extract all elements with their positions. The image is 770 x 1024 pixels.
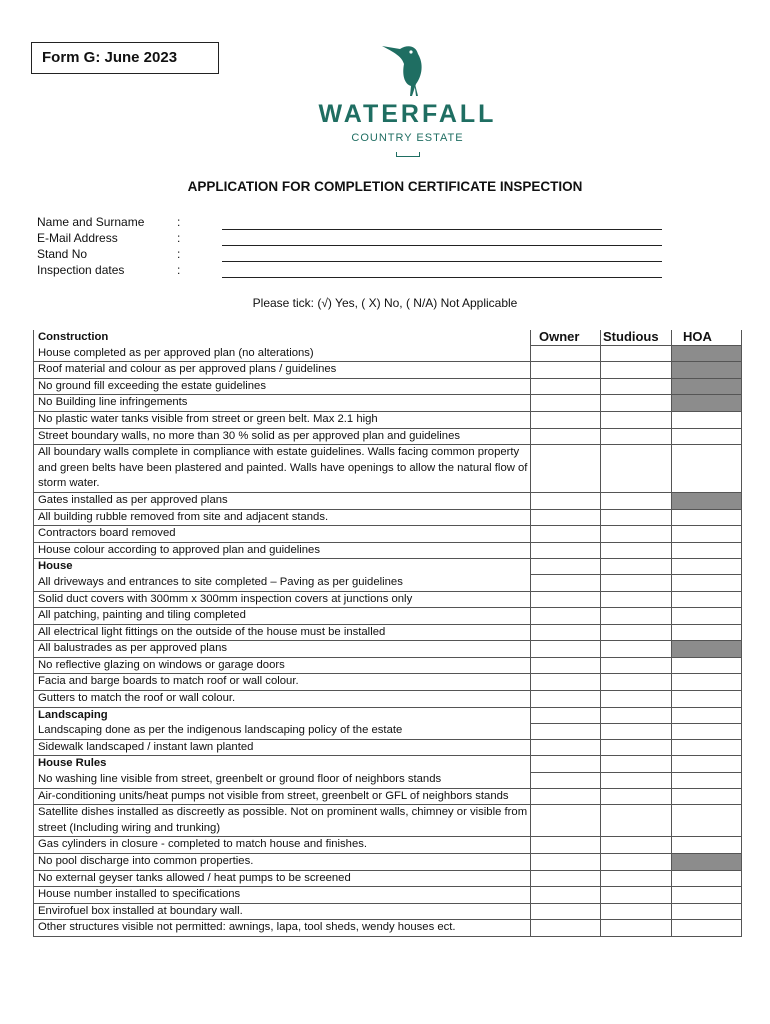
studious-tick-box[interactable] [601,788,672,805]
section-spacer [672,330,742,346]
hoa-shaded-box [672,378,742,395]
checklist-row [34,691,742,708]
checklist-row [34,542,742,559]
checklist-item-text: Sidewalk landscaped / instant lawn planted [34,739,531,756]
field-colon: : [177,263,181,277]
studious-tick-box[interactable] [601,920,672,937]
kingfisher-bird-icon [378,40,438,98]
section-spacer [672,559,742,575]
studious-tick-box[interactable] [601,362,672,379]
owner-tick-box[interactable] [531,870,601,887]
checklist-item-text: No pool discharge into common properties. [34,854,531,871]
section-title: Landscaping [34,707,531,723]
section-spacer [531,559,601,575]
owner-tick-box[interactable] [531,346,601,362]
checklist-row [34,362,742,379]
checklist-item-text: No washing line visible from street, greenbelt or ground floor of neighbors stands [34,772,531,788]
page-title: APPLICATION FOR COMPLETION CERTIFICATE INSPECTION [187,179,583,194]
checklist-row [34,723,742,739]
hoa-tick-box[interactable] [672,526,742,543]
studious-tick-box[interactable] [601,723,672,739]
checklist-row [34,411,742,428]
section-spacer [672,756,742,772]
studious-tick-box[interactable] [601,691,672,708]
checklist-item-text: Satellite dishes installed as discreetly as possible. Not on prominent walls, chimney or visible from street (Including wiring and trunking) [34,805,531,837]
checklist-item-text: House completed as per approved plan (no alterations) [34,346,531,362]
logo-sub-text: COUNTRY ESTATE [351,132,464,144]
checklist-item-text: No Building line infringements [34,395,531,412]
owner-tick-box[interactable] [531,674,601,691]
checklist-row [34,657,742,674]
checklist-row [34,378,742,395]
checklist-item-text: All driveways and entrances to site completed – Paving as per guidelines [34,575,531,591]
column-header-hoa: HOA [683,329,712,344]
hoa-tick-box[interactable] [672,674,742,691]
studious-tick-box[interactable] [601,657,672,674]
owner-tick-box[interactable] [531,772,601,788]
section-spacer [601,707,672,723]
owner-tick-box[interactable] [531,837,601,854]
hoa-tick-box[interactable] [672,805,742,837]
checklist-item-text: Contractors board removed [34,526,531,543]
estate-logo [310,40,505,160]
section-spacer [601,756,672,772]
owner-tick-box[interactable] [531,805,601,837]
checklist-row [34,674,742,691]
column-header-owner: Owner [539,329,580,344]
owner-tick-box[interactable] [531,657,601,674]
owner-tick-box[interactable] [531,723,601,739]
checklist-item-text: Other structures visible not permitted: awnings, lapa, tool sheds, wendy houses ect. [34,920,531,937]
hoa-shaded-box [672,492,742,509]
studious-tick-box[interactable] [601,395,672,412]
section-spacer [531,330,601,346]
checklist-row [34,624,742,641]
checklist-item-text: Air-conditioning units/heat pumps not visible from street, greenbelt or GFL of neighbors stands [34,788,531,805]
studious-tick-box[interactable] [601,854,672,871]
section-spacer [601,330,672,346]
checklist-item-text: All building rubble removed from site and adjacent stands. [34,509,531,526]
studious-tick-box[interactable] [601,805,672,837]
section-header-row [34,330,742,346]
hoa-tick-box[interactable] [672,657,742,674]
checklist-item-text: Envirofuel box installed at boundary wall. [34,903,531,920]
section-spacer [601,559,672,575]
studious-tick-box[interactable] [601,492,672,509]
field-colon: : [177,215,181,229]
hoa-tick-box[interactable] [672,870,742,887]
hoa-tick-box[interactable] [672,788,742,805]
owner-tick-box[interactable] [531,739,601,756]
checklist-row [34,509,742,526]
checklist-row [34,903,742,920]
field-label-name: Name and Surname [37,215,145,229]
checklist-item-text: All electrical light fittings on the outside of the house must be installed [34,624,531,641]
logo-bracket-mark [396,152,420,157]
field-label-stand: Stand No [37,247,88,261]
checklist-row [34,772,742,788]
field-colon: : [177,247,181,261]
column-header-studious: Studious [603,329,659,344]
section-header-row [34,559,742,575]
hoa-shaded-box [672,854,742,871]
studious-tick-box[interactable] [601,624,672,641]
owner-tick-box[interactable] [531,526,601,543]
owner-tick-box[interactable] [531,445,601,493]
tick-instructions: Please tick: (√) Yes, ( X) No, ( N/A) Not Applicable [252,296,518,310]
hoa-tick-box[interactable] [672,445,742,493]
studious-tick-box[interactable] [601,608,672,625]
checklist-item-text: All boundary walls complete in compliance with estate guidelines. Walls facing common property and green belts have been plastered and painted. Walls have openings to allow the natural flow of storm water. [34,445,531,493]
inspection-checklist-table [33,330,742,937]
owner-tick-box[interactable] [531,492,601,509]
hoa-shaded-box [672,362,742,379]
owner-tick-box[interactable] [531,395,601,412]
logo-brand-text: WATERFALL [318,100,497,128]
owner-tick-box[interactable] [531,854,601,871]
studious-tick-box[interactable] [601,542,672,559]
owner-tick-box[interactable] [531,788,601,805]
studious-tick-box[interactable] [601,641,672,658]
studious-tick-box[interactable] [601,591,672,608]
studious-tick-box[interactable] [601,445,672,493]
hoa-tick-box[interactable] [672,739,742,756]
hoa-tick-box[interactable] [672,624,742,641]
hoa-tick-box[interactable] [672,411,742,428]
hoa-tick-box[interactable] [672,575,742,591]
field-label-dates: Inspection dates [37,263,125,277]
checklist-item-text: No plastic water tanks visible from street or green belt. Max 2.1 high [34,411,531,428]
studious-tick-box[interactable] [601,378,672,395]
checklist-row [34,788,742,805]
studious-tick-box[interactable] [601,674,672,691]
hoa-shaded-box [672,395,742,412]
hoa-tick-box[interactable] [672,920,742,937]
hoa-tick-box[interactable] [672,887,742,904]
checklist-item-text: All balustrades as per approved plans [34,641,531,658]
owner-tick-box[interactable] [531,542,601,559]
checklist-row [34,854,742,871]
owner-tick-box[interactable] [531,411,601,428]
checklist-item-text: House number installed to specifications [34,887,531,904]
studious-tick-box[interactable] [601,903,672,920]
studious-tick-box[interactable] [601,575,672,591]
checklist-row [34,591,742,608]
checklist-row [34,428,742,445]
checklist-row [34,526,742,543]
section-spacer [531,707,601,723]
checklist-item-text: All patching, painting and tiling completed [34,608,531,625]
hoa-tick-box[interactable] [672,903,742,920]
checklist-item-text: No external geyser tanks allowed / heat pumps to be screened [34,870,531,887]
checklist-item-text: Facia and barge boards to match roof or wall colour. [34,674,531,691]
checklist-item-text: Landscaping done as per the indigenous landscaping policy of the estate [34,723,531,739]
hoa-tick-box[interactable] [672,772,742,788]
owner-tick-box[interactable] [531,428,601,445]
studious-tick-box[interactable] [601,772,672,788]
inspection-dates-input-line[interactable] [222,264,662,278]
checklist-item-text: No ground fill exceeding the estate guidelines [34,378,531,395]
checklist-row [34,608,742,625]
owner-tick-box[interactable] [531,378,601,395]
stand-no-input-line[interactable] [222,248,662,262]
studious-tick-box[interactable] [601,411,672,428]
studious-tick-box[interactable] [601,837,672,854]
owner-tick-box[interactable] [531,887,601,904]
checklist-item-text: Gutters to match the roof or wall colour. [34,691,531,708]
owner-tick-box[interactable] [531,362,601,379]
checklist-item-text: No reflective glazing on windows or garage doors [34,657,531,674]
studious-tick-box[interactable] [601,346,672,362]
checklist-row [34,920,742,937]
checklist-item-text: House colour according to approved plan and guidelines [34,542,531,559]
studious-tick-box[interactable] [601,887,672,904]
owner-tick-box[interactable] [531,903,601,920]
email-input-line[interactable] [222,232,662,246]
hoa-shaded-box [672,346,742,362]
checklist-row [34,346,742,362]
checklist-item-text: Gates installed as per approved plans [34,492,531,509]
hoa-tick-box[interactable] [672,509,742,526]
hoa-tick-box[interactable] [672,591,742,608]
checklist-item-text: Gas cylinders in closure - completed to match house and finishes. [34,837,531,854]
studious-tick-box[interactable] [601,739,672,756]
hoa-tick-box[interactable] [672,428,742,445]
section-spacer [672,707,742,723]
hoa-shaded-box [672,641,742,658]
field-label-email: E-Mail Address [37,231,118,245]
owner-tick-box[interactable] [531,920,601,937]
checklist-row [34,870,742,887]
hoa-tick-box[interactable] [672,542,742,559]
owner-tick-box[interactable] [531,509,601,526]
checklist-row [34,575,742,591]
checklist-row [34,492,742,509]
section-header-row [34,707,742,723]
section-header-row [34,756,742,772]
checklist-row [34,641,742,658]
checklist-row [34,837,742,854]
checklist-item-text: Street boundary walls, no more than 30 % solid as per approved plan and guidelines [34,428,531,445]
section-spacer [531,756,601,772]
studious-tick-box[interactable] [601,428,672,445]
studious-tick-box[interactable] [601,509,672,526]
section-title: Construction [34,330,531,346]
form-label: Form G: June 2023 [31,42,219,74]
checklist-row [34,805,742,837]
name-surname-input-line[interactable] [222,216,662,230]
field-colon: : [177,231,181,245]
owner-tick-box[interactable] [531,624,601,641]
studious-tick-box[interactable] [601,526,672,543]
checklist-item-text: Solid duct covers with 300mm x 300mm inspection covers at junctions only [34,591,531,608]
hoa-tick-box[interactable] [672,723,742,739]
section-title: House Rules [34,756,531,772]
checklist-item-text: Roof material and colour as per approved plans / guidelines [34,362,531,379]
owner-tick-box[interactable] [531,641,601,658]
section-title: House [34,559,531,575]
hoa-tick-box[interactable] [672,837,742,854]
owner-tick-box[interactable] [531,575,601,591]
checklist-row [34,887,742,904]
hoa-tick-box[interactable] [672,608,742,625]
owner-tick-box[interactable] [531,591,601,608]
hoa-tick-box[interactable] [672,691,742,708]
checklist-row [34,445,742,493]
checklist-row [34,739,742,756]
owner-tick-box[interactable] [531,691,601,708]
owner-tick-box[interactable] [531,608,601,625]
checklist-row [34,395,742,412]
studious-tick-box[interactable] [601,870,672,887]
